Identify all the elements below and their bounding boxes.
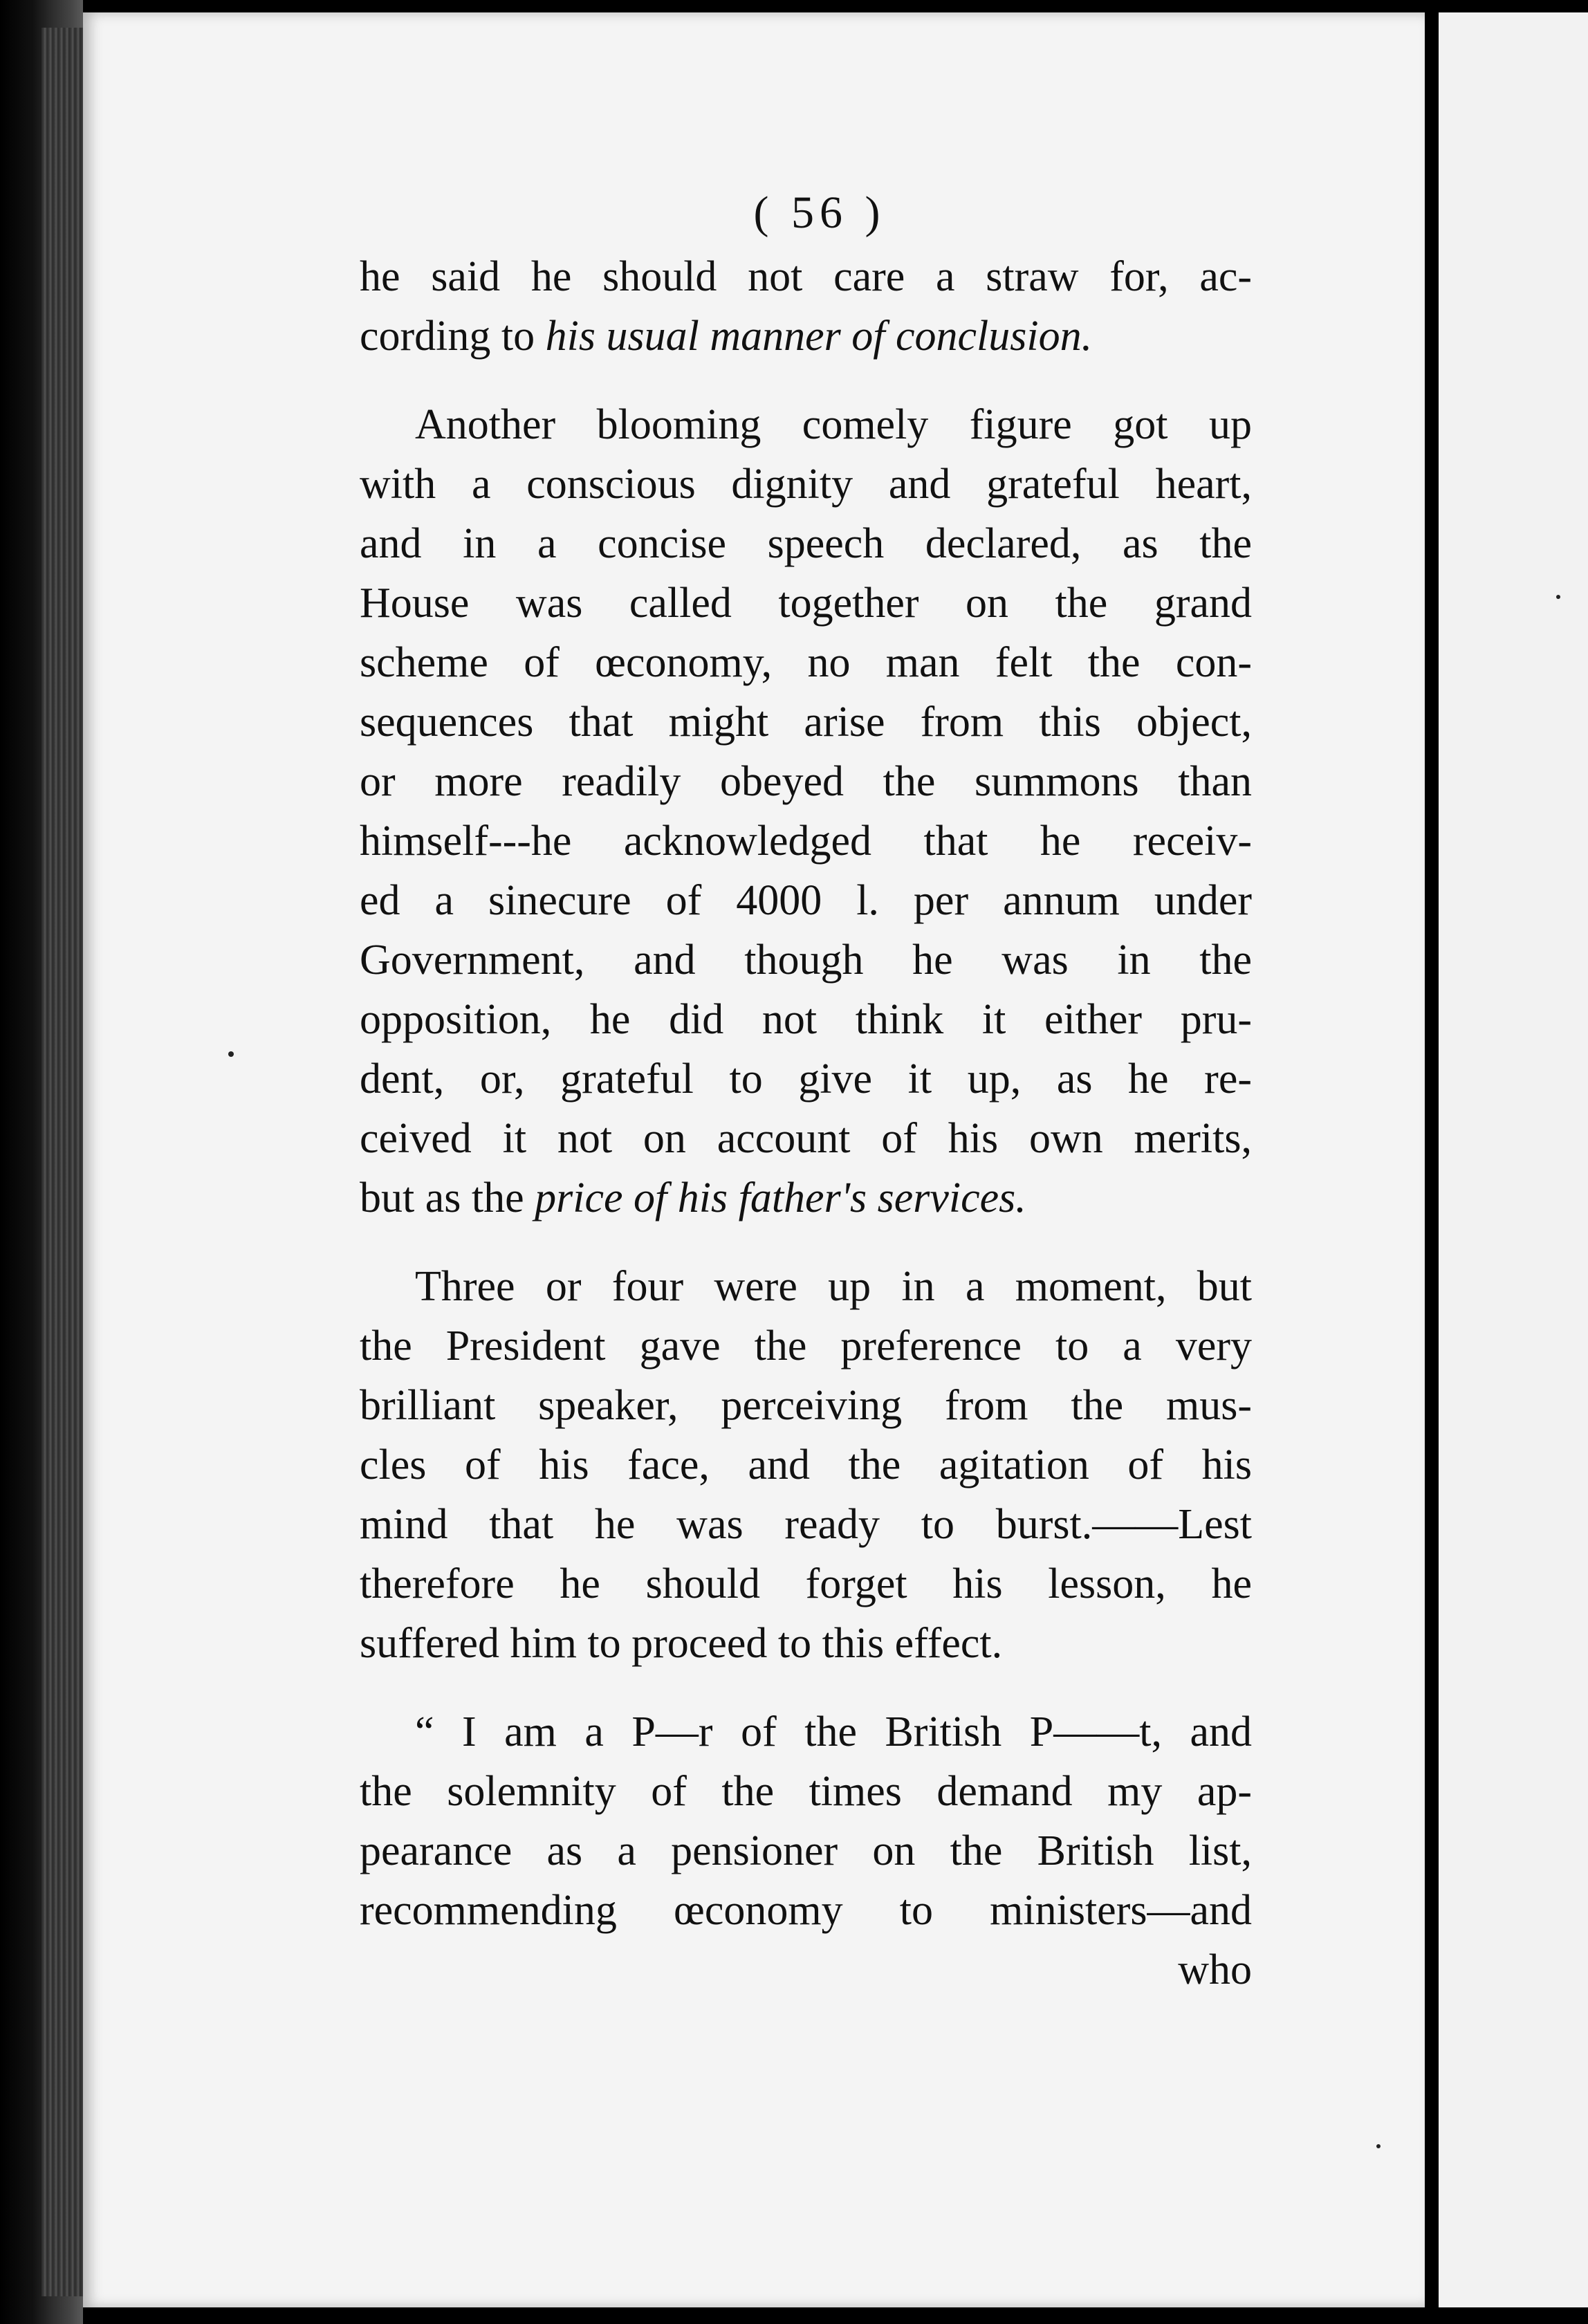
paragraph-second-speaker: [360, 395, 1252, 1228]
ink-speck: [1556, 595, 1560, 599]
text-line: but as the price of his father's services.: [360, 1174, 1026, 1221]
text-line: Three or four were up in a moment, but: [415, 1263, 1252, 1310]
text-line: mind that he was ready to burst.——Lest: [360, 1501, 1252, 1548]
paragraph-president: [360, 1257, 1252, 1673]
italic-phrase: his usual manner of conclusion.: [545, 313, 1093, 360]
page-number: ( 56 ): [753, 187, 886, 238]
text-line: recommending œconomy to ministers—and: [360, 1887, 1252, 1934]
text-line: dent, or, grateful to give it up, as he re-: [360, 1055, 1252, 1103]
ink-speck: [228, 1051, 234, 1057]
text-line: with a conscious dignity and grateful heart,: [360, 461, 1252, 508]
text-line: the President gave the preference to a very: [360, 1322, 1252, 1370]
text-line: therefore he should forget his lesson, he: [360, 1560, 1252, 1607]
text-line: cording to his usual manner of conclusion.: [360, 313, 1093, 360]
text-line: House was called together on the grand: [360, 580, 1252, 627]
paragraph-intro: [360, 247, 1252, 366]
text-line: Another blooming comely figure got up: [415, 401, 1252, 448]
paragraph-speech: [360, 1702, 1252, 1940]
text-line: sequences that might arise from this object,: [360, 699, 1252, 746]
text-line: himself---he acknowledged that he receiv-: [360, 818, 1252, 865]
text-line: or more readily obeyed the summons than: [360, 758, 1252, 805]
facing-page: [1439, 12, 1588, 2307]
text-line: pearance as a pensioner on the British list,: [360, 1827, 1252, 1874]
text-line: brilliant speaker, perceiving from the mus-: [360, 1382, 1252, 1429]
text-line: he said he should not care a straw for, ac-: [360, 253, 1252, 300]
text-line: and in a concise speech declared, as the: [360, 520, 1252, 567]
text-line: ed a sinecure of 4000 l. per annum under: [360, 877, 1252, 924]
text-line: opposition, he did not think it either pru-: [360, 996, 1252, 1043]
italic-phrase: price of his father's services.: [535, 1174, 1026, 1221]
text-line: suffered him to proceed to this effect.: [360, 1620, 1003, 1667]
book-gutter: [1425, 0, 1439, 2324]
text-line: ceived it not on account of his own merits,: [360, 1115, 1252, 1162]
text-line: scheme of œconomy, no man felt the con-: [360, 639, 1252, 686]
text-line: Government, and though he was in the: [360, 937, 1252, 984]
catchword: who: [1178, 1946, 1252, 1993]
page-text: [360, 183, 1252, 2000]
ink-speck: [1376, 2144, 1381, 2148]
text-line: cles of his face, and the agitation of his: [360, 1441, 1252, 1488]
text-line: the solemnity of the times demand my ap-: [360, 1768, 1252, 1815]
text-line: “ I am a P—r of the British P——t, and: [415, 1708, 1252, 1755]
